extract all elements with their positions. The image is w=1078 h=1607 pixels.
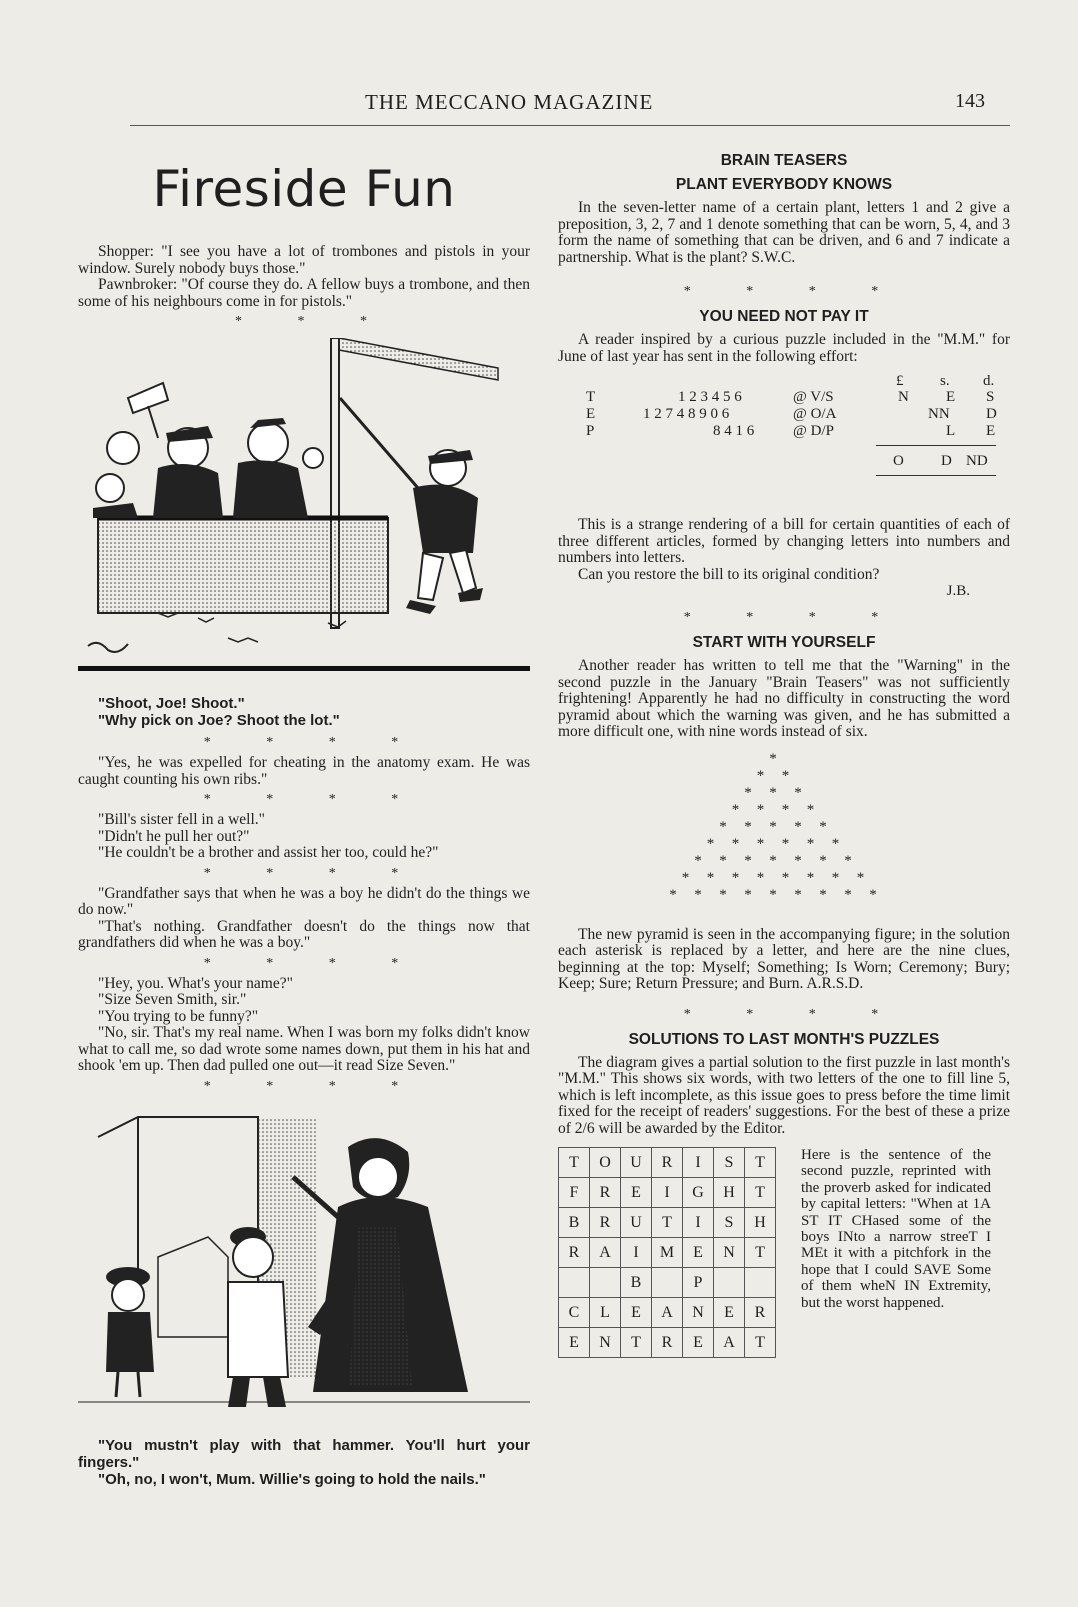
pyramid-asterisk: * bbox=[694, 852, 702, 869]
grid-cell: S bbox=[714, 1148, 745, 1178]
grid-cell: E bbox=[621, 1178, 652, 1208]
grid-cell: N bbox=[683, 1298, 714, 1328]
word-pyramid-drawing bbox=[558, 749, 1010, 919]
joke-trombones-2: Pawnbroker: "Of course they do. A fellow buys a trombone, and then some of his neighbours come in for pistols." bbox=[78, 276, 530, 310]
pyramid-asterisk: * bbox=[756, 801, 765, 818]
grid-cell: T bbox=[745, 1178, 776, 1208]
solutions-text: The diagram gives a partial solution to the first puzzle in last month's "M.M." This shows six words, with two letters of the one to fill line 5, which is left incomplete, as this issue goes to press before the time limit fixed for the receipt of readers' suggestions. For the best of these a prize of 2/6 will be awarded by the Editor. bbox=[558, 1053, 1010, 1137]
pyramid-clues-body: The new pyramid is seen in the accompanying figure; in the solution each asterisk is replaced by a letter, and here are the nine clues, beginning at the top: Myself; Something; Is Worn; Ceremony; Bury; Keep; Sure; Return Pressure; and Burn. bbox=[558, 925, 1010, 992]
grid-row bbox=[559, 1238, 776, 1268]
bill-row-qty: 1 2 7 4 8 9 0 6 bbox=[643, 406, 730, 422]
left-column bbox=[78, 150, 530, 1488]
grid-cell: R bbox=[590, 1178, 621, 1208]
bill-puzzle-intro: A reader inspired by a curious puzzle included in the "M.M." for June of last year has sent in the following effort: bbox=[558, 331, 1010, 365]
pyramid-asterisk: * bbox=[706, 869, 715, 886]
pyramid-puzzle-text: Another reader has written to tell me that the "Warning" in the second puzzle in the January "Brain Teasers" was not sufficiently frightening! Apparently he had no difficulty in constructing the word pyramid about which the warning was given, and he has submitted a more difficult one, with nine words instead of six. bbox=[558, 657, 1010, 740]
pyramid-asterisk: * bbox=[806, 835, 815, 852]
bill-puzzle-table bbox=[558, 373, 1010, 503]
grid-cell: N bbox=[590, 1328, 621, 1358]
joke-size-seven-1: "Hey, you. What's your name?" bbox=[98, 974, 293, 992]
grid-cell: B bbox=[621, 1268, 652, 1298]
joke-size-seven-4: "No, sir. That's my real name. When I was born my folks didn't know what to call me, so dad wrote some names down, put them in his hat and shook 'em up. Then dad pulled one out—it read Size Seven." bbox=[78, 1024, 530, 1074]
separator-stars: * * * * bbox=[683, 610, 905, 625]
grid-cell bbox=[745, 1268, 776, 1298]
pyramid-asterisk: * bbox=[806, 869, 815, 886]
grid-cell: G bbox=[683, 1178, 714, 1208]
joke-grandfather-2: "That's nothing. Grandfather doesn't do the things now that grandfathers did when he was a boy." bbox=[78, 917, 530, 951]
plant-puzzle-body: In the seven-letter name of a certain plant, letters 1 and 2 give a preposition, 3, 2, 7 and 1 denote something that can be worn, 5, 4, and 3 form the name of something that can be driven, and 6 and 7 indicate a partnership. What is the plant? bbox=[558, 199, 1010, 266]
grid-cell: H bbox=[745, 1208, 776, 1238]
pyramid-asterisk: * bbox=[731, 869, 740, 886]
grid-cell bbox=[652, 1268, 683, 1298]
bill-row-price: @ V/S bbox=[793, 389, 834, 405]
separator-stars: * * * * bbox=[203, 955, 425, 971]
right-column bbox=[558, 148, 1010, 1397]
pyramid-asterisk: * bbox=[769, 784, 777, 801]
grid-cell: A bbox=[714, 1328, 745, 1358]
grid-cell: I bbox=[683, 1148, 714, 1178]
bill-currency-pounds: £ bbox=[896, 373, 904, 389]
pyramid-asterisk: * bbox=[869, 886, 877, 903]
grid-cell: T bbox=[745, 1328, 776, 1358]
grid-cell: E bbox=[714, 1298, 745, 1328]
pyramid-asterisk: * bbox=[694, 886, 702, 903]
solutions-heading: SOLUTIONS TO LAST MONTH'S PUZZLES bbox=[628, 1030, 940, 1048]
grid-cell: T bbox=[745, 1148, 776, 1178]
bill-row-pounds: N bbox=[898, 389, 909, 405]
pyramid-asterisk: * bbox=[756, 835, 765, 852]
grid-cell: T bbox=[559, 1148, 590, 1178]
grid-cell: R bbox=[652, 1328, 683, 1358]
grid-cell: R bbox=[652, 1148, 683, 1178]
bill-currency-shillings: s. bbox=[940, 373, 950, 389]
grid-cell: E bbox=[621, 1298, 652, 1328]
pyramid-asterisk: * bbox=[744, 852, 752, 869]
bill-row-pence: S bbox=[986, 389, 995, 405]
pyramid-asterisk: * bbox=[819, 818, 827, 835]
pyramid-asterisk: * bbox=[769, 750, 777, 767]
grid-cell: N bbox=[714, 1238, 745, 1268]
pyramid-asterisk: * bbox=[819, 886, 827, 903]
grid-cell: B bbox=[559, 1208, 590, 1238]
pyramid-asterisk: * bbox=[831, 835, 840, 852]
pyramid-asterisk: * bbox=[781, 801, 790, 818]
pyramid-asterisk: * bbox=[781, 869, 790, 886]
grid-cell bbox=[714, 1268, 745, 1298]
grid-cell: E bbox=[559, 1328, 590, 1358]
grid-cell: T bbox=[745, 1238, 776, 1268]
separator-stars: * * * * bbox=[203, 792, 425, 807]
word-pyramid-figure bbox=[558, 749, 1010, 919]
grid-cell: R bbox=[559, 1238, 590, 1268]
grid-cell: A bbox=[590, 1238, 621, 1268]
joke-size-seven-3: "You trying to be funny?" bbox=[98, 1007, 259, 1025]
separator-stars: * * * bbox=[235, 314, 393, 329]
pyramid-puzzle-heading: START WITH YOURSELF bbox=[692, 634, 876, 651]
pyramid-asterisk: * bbox=[806, 801, 815, 818]
pyramid-asterisk: * bbox=[794, 886, 802, 903]
pyramid-asterisk: * bbox=[844, 886, 852, 903]
pyramid-asterisk: * bbox=[781, 835, 790, 852]
bill-row-shillings: NN bbox=[928, 406, 950, 422]
pyramid-asterisk: * bbox=[731, 835, 740, 852]
joke-well-2: "Didn't he pull her out?" bbox=[98, 827, 250, 845]
grid-cell: U bbox=[621, 1148, 652, 1178]
pyramid-asterisk: * bbox=[719, 818, 727, 835]
pyramid-asterisk: * bbox=[794, 818, 802, 835]
bill-row-price: @ O/A bbox=[793, 406, 837, 422]
pyramid-asterisk: * bbox=[681, 869, 690, 886]
plant-puzzle-heading: PLANT EVERYBODY KNOWS bbox=[675, 176, 893, 193]
cartoon-hammer bbox=[78, 1107, 530, 1427]
separator-stars: * * * * bbox=[203, 735, 425, 750]
caption-shoot-joe bbox=[98, 695, 530, 729]
pyramid-clues-text bbox=[558, 927, 1010, 993]
caption-hammer-line-1: "You mustn't play with that hammer. You'll hurt your fingers." bbox=[78, 1436, 530, 1471]
pyramid-asterisk: * bbox=[731, 801, 740, 818]
pyramid-asterisk: * bbox=[769, 818, 777, 835]
grid-cell: T bbox=[652, 1208, 683, 1238]
pyramid-asterisk: * bbox=[769, 852, 777, 869]
pyramid-asterisk: * bbox=[769, 886, 777, 903]
grid-row bbox=[559, 1298, 776, 1328]
pyramid-asterisk: * bbox=[719, 886, 727, 903]
page-number: 143 bbox=[955, 90, 985, 112]
separator-stars: * * * * bbox=[683, 284, 905, 299]
pyramid-asterisk: * bbox=[744, 886, 752, 903]
pyramid-asterisk: * bbox=[794, 852, 802, 869]
pyramid-asterisk: * bbox=[744, 784, 752, 801]
magazine-title: THE MECCANO MAGAZINE bbox=[365, 90, 654, 114]
grid-row bbox=[559, 1178, 776, 1208]
grid-cell: I bbox=[683, 1208, 714, 1238]
grid-cell: S bbox=[714, 1208, 745, 1238]
grid-cell bbox=[559, 1268, 590, 1298]
grid-cell: H bbox=[714, 1178, 745, 1208]
caption-shoot-line-1: "Shoot, Joe! Shoot." bbox=[98, 695, 245, 712]
second-puzzle-sentence: Here is the sentence of the second puzzle, reprinted with the proverb asked for indicated by capital letters: "When at 1A ST IT CHased some of the boys INto a narrow streeT I MEt it with a pitchfork in the hope that I could SAVE Some of them wheN IN Extremity, but the worst happened. bbox=[801, 1147, 991, 1311]
caption-hammer bbox=[78, 1437, 530, 1488]
grid-cell: R bbox=[745, 1298, 776, 1328]
pyramid-clues-signature: A.R.S.D. bbox=[806, 975, 864, 992]
grid-row bbox=[559, 1268, 776, 1298]
pyramid-asterisk: * bbox=[819, 852, 827, 869]
cartoon-shooting-gallery bbox=[78, 338, 530, 683]
bill-row-item: P bbox=[586, 423, 595, 439]
bill-row-pence: D bbox=[986, 406, 997, 422]
cartoon-shooting-gallery-drawing bbox=[78, 338, 530, 683]
grid-cell: A bbox=[652, 1298, 683, 1328]
grid-cell bbox=[590, 1268, 621, 1298]
fireside-fun-title: Fireside Fun bbox=[152, 160, 456, 218]
cartoon-hammer-drawing bbox=[78, 1107, 530, 1427]
grid-cell: T bbox=[621, 1328, 652, 1358]
bill-row-shillings: E bbox=[946, 389, 956, 405]
pyramid-asterisk: * bbox=[781, 767, 790, 784]
joke-anatomy: "Yes, he was expelled for cheating in the anatomy exam. He was caught counting his own ribs." bbox=[78, 754, 530, 788]
bill-total-underline bbox=[876, 475, 996, 476]
bill-total-pence: ND bbox=[966, 453, 988, 469]
pyramid-asterisk: * bbox=[756, 767, 765, 784]
bill-row-pence: E bbox=[986, 423, 996, 439]
pyramid-asterisk: * bbox=[856, 869, 865, 886]
plant-puzzle-signature: S.W.C. bbox=[751, 248, 796, 266]
grid-cell: F bbox=[559, 1178, 590, 1208]
grid-row bbox=[559, 1208, 776, 1238]
grid-cell: E bbox=[683, 1328, 714, 1358]
caption-hammer-line-2: "Oh, no, I won't, Mum. Willie's going to hold the nails." bbox=[98, 1470, 486, 1488]
pyramid-asterisk: * bbox=[706, 835, 715, 852]
bill-puzzle-signature: J.B. bbox=[946, 583, 970, 599]
header-rule bbox=[130, 125, 1010, 126]
pyramid-asterisk: * bbox=[719, 852, 727, 869]
pyramid-asterisk: * bbox=[669, 886, 677, 903]
bill-puzzle-explanation: This is a strange rendering of a bill for certain quantities of each of three different articles, formed by changing letters into numbers and numbers into letters. bbox=[558, 516, 1010, 566]
bill-row-item: E bbox=[586, 406, 596, 422]
caption-shoot-line-2: "Why pick on Joe? Shoot the lot." bbox=[98, 712, 340, 729]
bill-currency-pence: d. bbox=[983, 373, 995, 389]
separator-stars: * * * * bbox=[203, 1078, 425, 1094]
grid-cell: M bbox=[652, 1238, 683, 1268]
bill-row-shillings: L bbox=[946, 423, 956, 439]
bill-row-price: @ D/P bbox=[793, 423, 834, 439]
bill-row-item: T bbox=[586, 389, 596, 405]
pyramid-asterisk: * bbox=[794, 784, 802, 801]
separator-stars: * * * * bbox=[683, 1006, 905, 1022]
grid-cell: L bbox=[590, 1298, 621, 1328]
bill-puzzle-question: Can you restore the bill to its original condition? bbox=[578, 565, 880, 583]
joke-well-1: "Bill's sister fell in a well." bbox=[98, 811, 265, 828]
grid-cell: E bbox=[683, 1238, 714, 1268]
solutions-area bbox=[558, 1147, 1010, 1397]
joke-trombones-1: Shopper: "I see you have a lot of trombones and pistols in your window. Surely nobody buys those." bbox=[78, 243, 530, 277]
solution-word-grid bbox=[558, 1147, 776, 1358]
grid-cell: R bbox=[590, 1208, 621, 1238]
page-header bbox=[135, 90, 1015, 120]
grid-cell: I bbox=[621, 1238, 652, 1268]
plant-puzzle-text bbox=[558, 200, 1010, 266]
grid-cell: P bbox=[683, 1268, 714, 1298]
bill-row-qty: 1 2 3 4 5 6 bbox=[678, 389, 742, 405]
grid-cell: I bbox=[652, 1178, 683, 1208]
separator-stars: * * * * bbox=[203, 865, 425, 881]
joke-size-seven-2: "Size Seven Smith, sir." bbox=[98, 991, 247, 1008]
brain-teasers-heading: BRAIN TEASERS bbox=[720, 152, 848, 169]
grid-row bbox=[559, 1148, 776, 1178]
grid-row bbox=[559, 1328, 776, 1358]
pyramid-asterisk: * bbox=[844, 852, 852, 869]
grid-cell: C bbox=[559, 1298, 590, 1328]
grid-cell: O bbox=[590, 1148, 621, 1178]
pyramid-asterisk: * bbox=[831, 869, 840, 886]
joke-well-3: "He couldn't be a brother and assist her too, could he?" bbox=[98, 844, 439, 861]
pyramid-asterisk: * bbox=[756, 869, 765, 886]
joke-grandfather-1: "Grandfather says that when he was a boy he didn't do the things we do now." bbox=[78, 884, 530, 918]
bill-row-qty: 8 4 1 6 bbox=[713, 423, 755, 439]
bill-total-rule bbox=[876, 445, 996, 446]
bill-total-shillings: D bbox=[941, 453, 952, 469]
pyramid-asterisk: * bbox=[744, 818, 752, 835]
bill-puzzle-heading: YOU NEED NOT PAY IT bbox=[699, 308, 869, 325]
grid-cell: U bbox=[621, 1208, 652, 1238]
bill-total-pounds: O bbox=[893, 453, 904, 469]
